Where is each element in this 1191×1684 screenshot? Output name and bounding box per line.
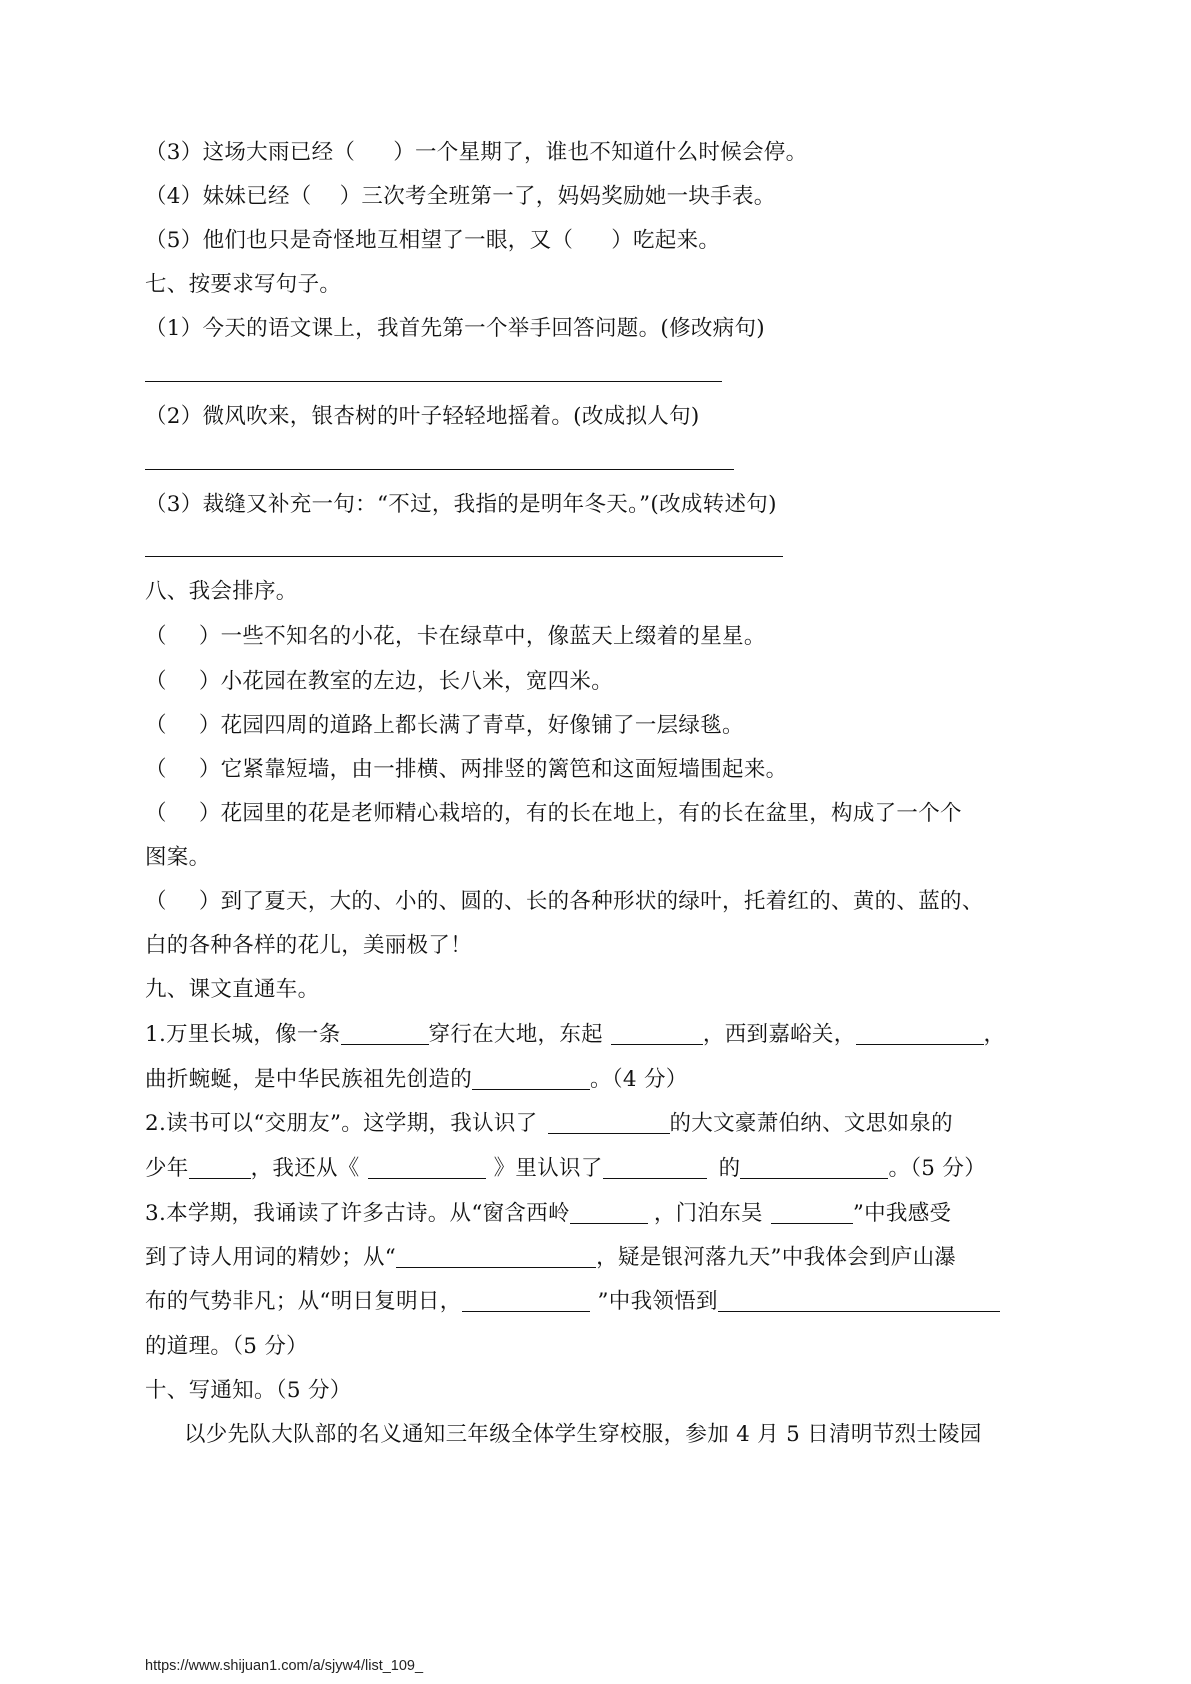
q7-answer-line-3[interactable]: [145, 556, 783, 557]
footer-url[interactable]: https://www.shijuan1.com/a/sjyw4/list_109_: [145, 1658, 424, 1674]
q8-item-4: （ ）它紧靠短墙，由一排横、两排竖的篱笆和这面短墙围起来。: [145, 757, 788, 782]
q10-text: 以少先队大队部的名义通知三年级全体学生穿校服，参加 4 月 5 日清明节烈士陵园: [184, 1422, 982, 1447]
blank[interactable]: [611, 1024, 703, 1045]
blank[interactable]: [462, 1291, 590, 1312]
q9-p3-line1: 3.本学期，我诵读了许多古诗。从“窗含西岭 ，门泊东吴 ”中我感受: [145, 1201, 952, 1226]
q9-p3-line3: 布的气势非凡；从“明日复明日， ”中我领悟到: [145, 1287, 1000, 1317]
blank[interactable]: [548, 1113, 670, 1134]
q7-title: 七、按要求写句子。: [145, 272, 342, 297]
q7-item-1: （1）今天的语文课上，我首先第一个举手回答问题。(修改病句): [145, 316, 765, 341]
q8-item-6-cont: 白的各种各样的花儿，美丽极了！: [145, 933, 473, 958]
blank[interactable]: [740, 1158, 888, 1179]
q7-item-3: （3）裁缝又补充一句：“不过，我指的是明年冬天。”(改成转述句): [145, 492, 777, 517]
q8-item-5-cont: 图案。: [145, 845, 211, 870]
q7-answer-line-1[interactable]: [145, 381, 722, 382]
q8-item-2: （ ）小花园在教室的左边，长八米，宽四米。: [145, 669, 614, 694]
blank[interactable]: [189, 1158, 251, 1179]
q9-title: 九、课文直通车。: [145, 977, 320, 1002]
blank[interactable]: [603, 1158, 707, 1179]
q8-title: 八、我会排序。: [145, 579, 298, 604]
blank[interactable]: [856, 1024, 984, 1045]
q7-answer-line-2[interactable]: [145, 469, 734, 470]
blank[interactable]: [718, 1291, 1000, 1312]
q6-item-3: （3）这场大雨已经（ ）一个星期了，谁也不知道什么时候会停。: [145, 140, 808, 165]
blank[interactable]: [368, 1158, 486, 1179]
q6-item-4: （4）妹妹已经（ ）三次考全班第一了，妈妈奖励她一块手表。: [145, 184, 776, 209]
q7-item-2: （2）微风吹来，银杏树的叶子轻轻地摇着。(改成拟人句): [145, 404, 700, 429]
blank[interactable]: [570, 1203, 648, 1224]
q10-title: 十、写通知。（5 分）: [145, 1378, 352, 1403]
q8-item-6: （ ）到了夏天，大的、小的、圆的、长的各种形状的绿叶，托着红的、黄的、蓝的、: [145, 889, 984, 914]
q8-item-3: （ ）花园四周的道路上都长满了青草，好像铺了一层绿毯。: [145, 713, 744, 738]
blank[interactable]: [341, 1024, 429, 1045]
q9-p3-line4: 的道理。（5 分）: [145, 1334, 308, 1359]
q6-item-5: （5）他们也只是奇怪地互相望了一眼，又（ ）吃起来。: [145, 228, 721, 253]
blank[interactable]: [472, 1069, 590, 1090]
q9-p3-line2: 到了诗人用词的精妙；从“ ，疑是银河落九天”中我体会到庐山瀑: [145, 1245, 957, 1270]
blank[interactable]: [771, 1203, 853, 1224]
q9-p1-line2: 曲折蜿蜒，是中华民族祖先创造的 。（4 分）: [145, 1067, 688, 1092]
q9-p2-line1: 2.读书可以“交朋友”。这学期，我认识了 的大文豪萧伯纳、文思如泉的: [145, 1111, 953, 1136]
q9-p2-line2: 少年 ，我还从《 》里认识了 的 。（5 分）: [145, 1156, 987, 1181]
q8-item-5: （ ）花园里的花是老师精心栽培的，有的长在地上，有的长在盆里，构成了一个个: [145, 801, 962, 826]
q8-item-1: （ ）一些不知名的小花，卡在绿草中，像蓝天上缀着的星星。: [145, 624, 766, 649]
q9-p1-line1: 1.万里长城，像一条 穿行在大地，东起 ，西到嘉峪关， ，: [145, 1022, 1006, 1047]
blank[interactable]: [396, 1247, 596, 1268]
